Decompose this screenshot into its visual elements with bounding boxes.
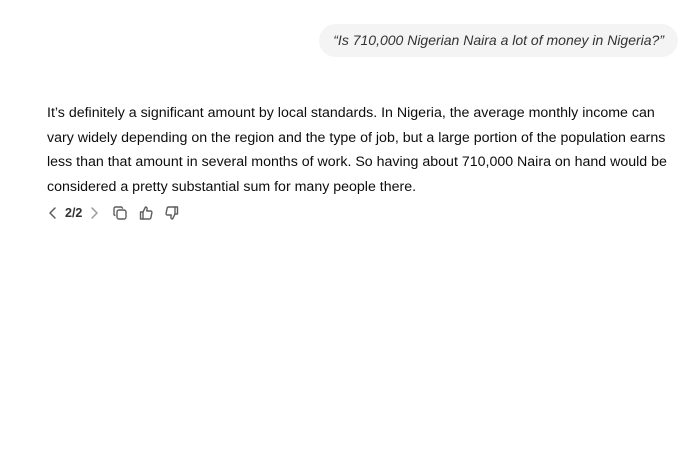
- response-action-bar: [43, 203, 182, 223]
- thumbs-down-icon: [164, 205, 180, 221]
- user-message-bubble: “Is 710,000 Nigerian Naira a lot of money in Nigeria?”: [319, 24, 678, 57]
- copy-icon: [112, 205, 128, 221]
- previous-response-button[interactable]: [43, 203, 63, 223]
- response-pager: 2/2: [65, 206, 83, 220]
- thumbs-up-button[interactable]: [136, 203, 156, 223]
- assistant-message: It’s definitely a significant amount by local standards. In Nigeria, the average monthly income can vary widely depending on the region and the type of job, but a large portion of the population earns less than that amount in several months of work. So having about 710,000 Naira on hand would be considered a pretty substantial sum for many people there.: [47, 105, 667, 195]
- thumbs-up-icon: [138, 205, 154, 221]
- chevron-right-icon: [86, 205, 102, 221]
- chevron-left-icon: [45, 205, 61, 221]
- next-response-button[interactable]: [84, 203, 104, 223]
- copy-button[interactable]: [110, 203, 130, 223]
- thumbs-down-button[interactable]: [162, 203, 182, 223]
